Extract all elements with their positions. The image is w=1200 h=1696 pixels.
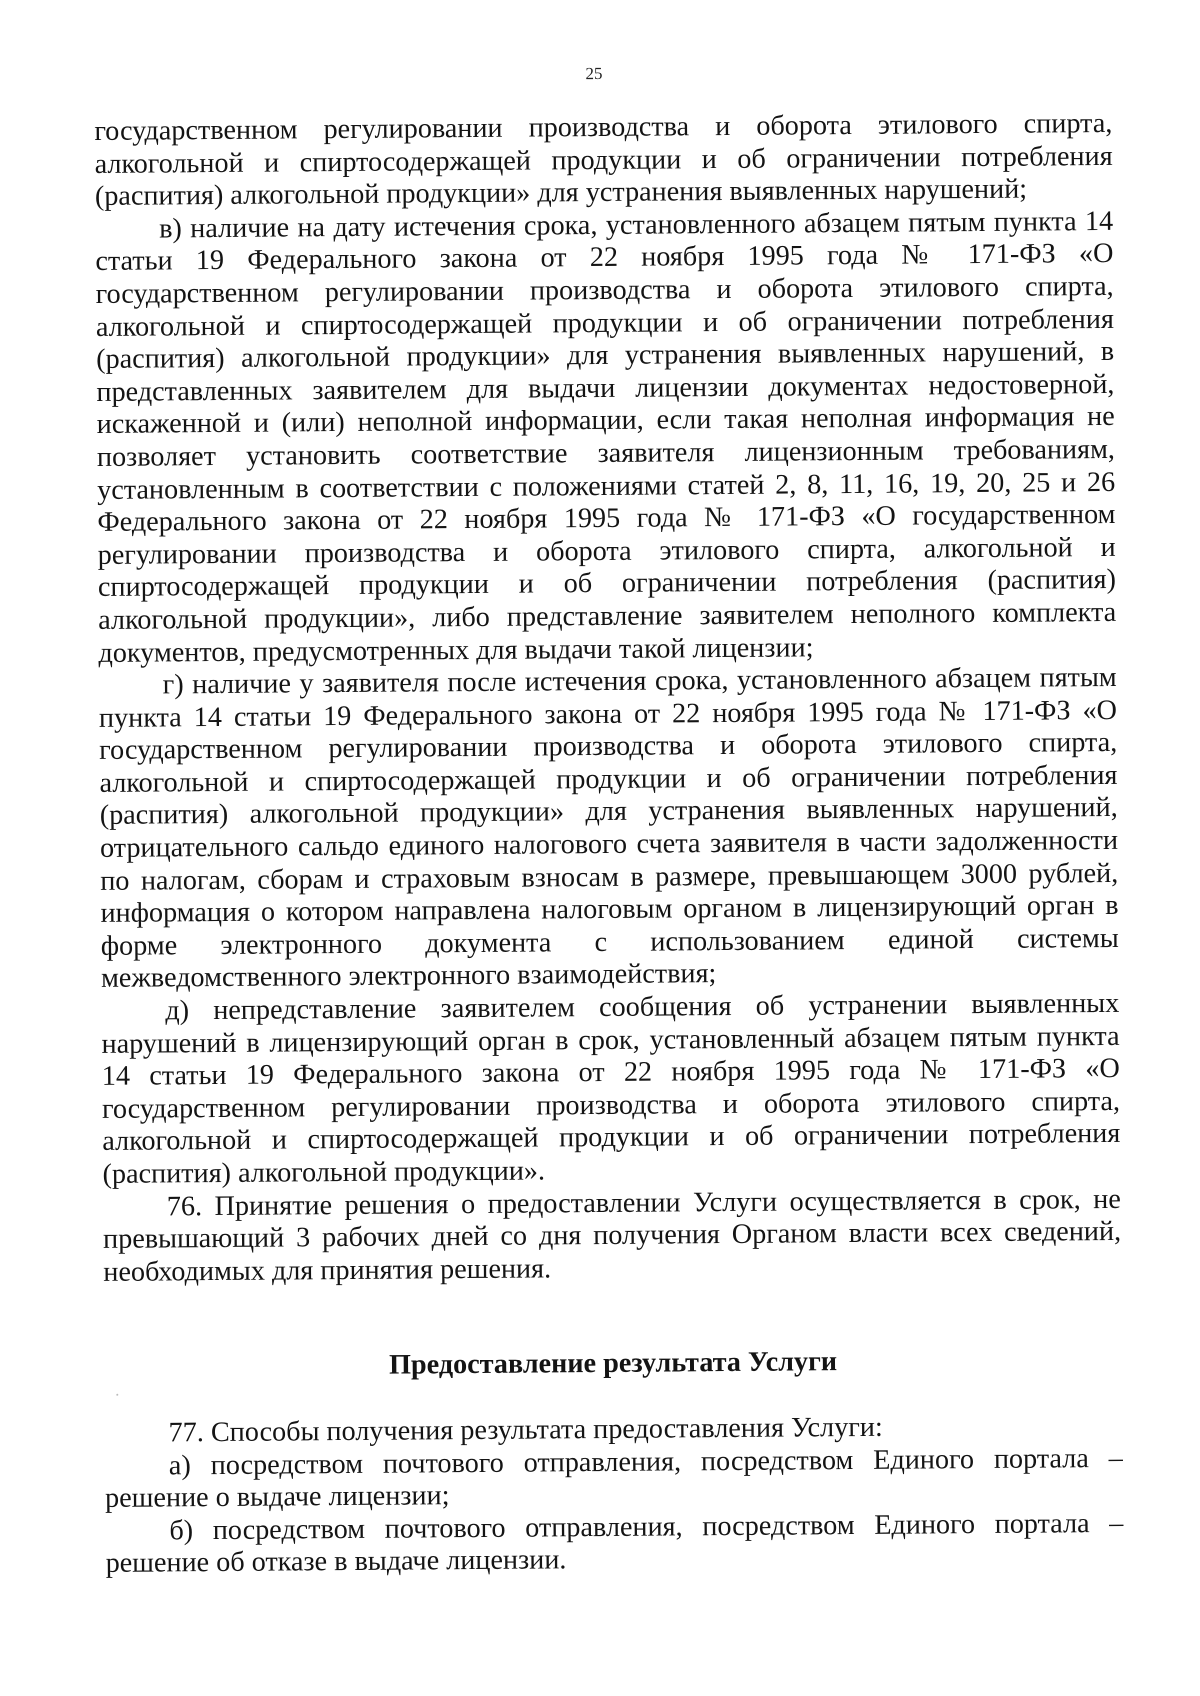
page-number: 25	[585, 63, 603, 84]
body-text	[94, 108, 1121, 1289]
paragraph-77: 77. Способы получения результата предоставления Услуги:	[168, 1411, 883, 1449]
body-text-section	[104, 1410, 1123, 1581]
paragraph-item-g: г) наличие у заявителя после истечения срока, установленного абзацем пятым пункта 14 статьи 19 Федерального закона от 22 ноября 1995 года № 171-ФЗ «О государственном регулировании производства и оборота этилового спирта, алкогольной и спиртосодержащей продукции и об ограничении потребления (распития) алкогольной продукции» для устранения выявленных нарушений, отрицательного сальдо единого налогового счета заявителя в части задолженности по налогам, сборам и страховым взносам в размере, превышающем 3000 рублей, информация о котором направлена налоговым органом в лицензирующий орган в форме электронного документа с использованием единой системы межведомственного электронного взаимодействия;	[98, 662, 1119, 995]
scan-dot	[116, 1394, 118, 1396]
paragraph-item-v: в) наличие на дату истечения срока, установленного абзацем пятым пункта 14 статьи 19 Федерального закона от 22 ноября 1995 года № 171-ФЗ «О государственном регулировании производства и оборота этилового спирта, алкогольной и спиртосодержащей продукции и об ограничении потребления (распития) алкогольной продукции» для устранения выявленных нарушений, в представленных заявителем для выдачи лицензии документах недостоверной, искаженной и (или) неполной информации, если такая неполная информация не позволяет установить соответствие заявителя лицензионным требованиям, установленным в соответствии с положениями статей 2, 8, 11, 16, 19, 20, 25 и 26 Федерального закона от 22 ноября 1995 года № 171-ФЗ «О государственном регулировании производства и оборота этилового спирта, алкогольной и спиртосодержащей продукции и об ограничении потребления (распития) алкогольной продукции», либо представление заявителем неполного комплекта документов, предусмотренных для выдачи такой лицензии;	[95, 205, 1117, 669]
paragraph-item-d: д) непредставление заявителем сообщения об устранении выявленных нарушений в лицензирующий орган в срок, установленный абзацем пятым пункта 14 статьи 19 Федерального закона от 22 ноября 1995 года № 171-ФЗ «О государственном регулировании производства и оборота этилового спирта, алкогольной и спиртосодержащей продукции и об ограничении потребления (распития) алкогольной продукции».	[101, 987, 1121, 1190]
paragraph-76: 76. Принятие решения о предоставлении Услуги осуществляется в срок, не превышающий 3 рабочих дней со дня получения Органом власти всех сведений, необходимых для принятия решения.	[102, 1183, 1122, 1288]
section-heading: Предоставление результата Услуги	[388, 1346, 838, 1381]
paragraph-item-a: а) посредством почтового отправления, посредством Единого портала – решение о выдаче лицензии;	[104, 1442, 1123, 1515]
paragraph-continuation: государственном регулировании производства и оборота этилового спирта, алкогольной и спиртосодержащей продукции и об ограничении потребления (распития) алкогольной продукции» для устранения выявленных нарушений;	[94, 107, 1113, 213]
paragraph-item-b: б) посредством почтового отправления, посредством Единого портала – решение об отказе в выдаче лицензии.	[105, 1507, 1124, 1580]
